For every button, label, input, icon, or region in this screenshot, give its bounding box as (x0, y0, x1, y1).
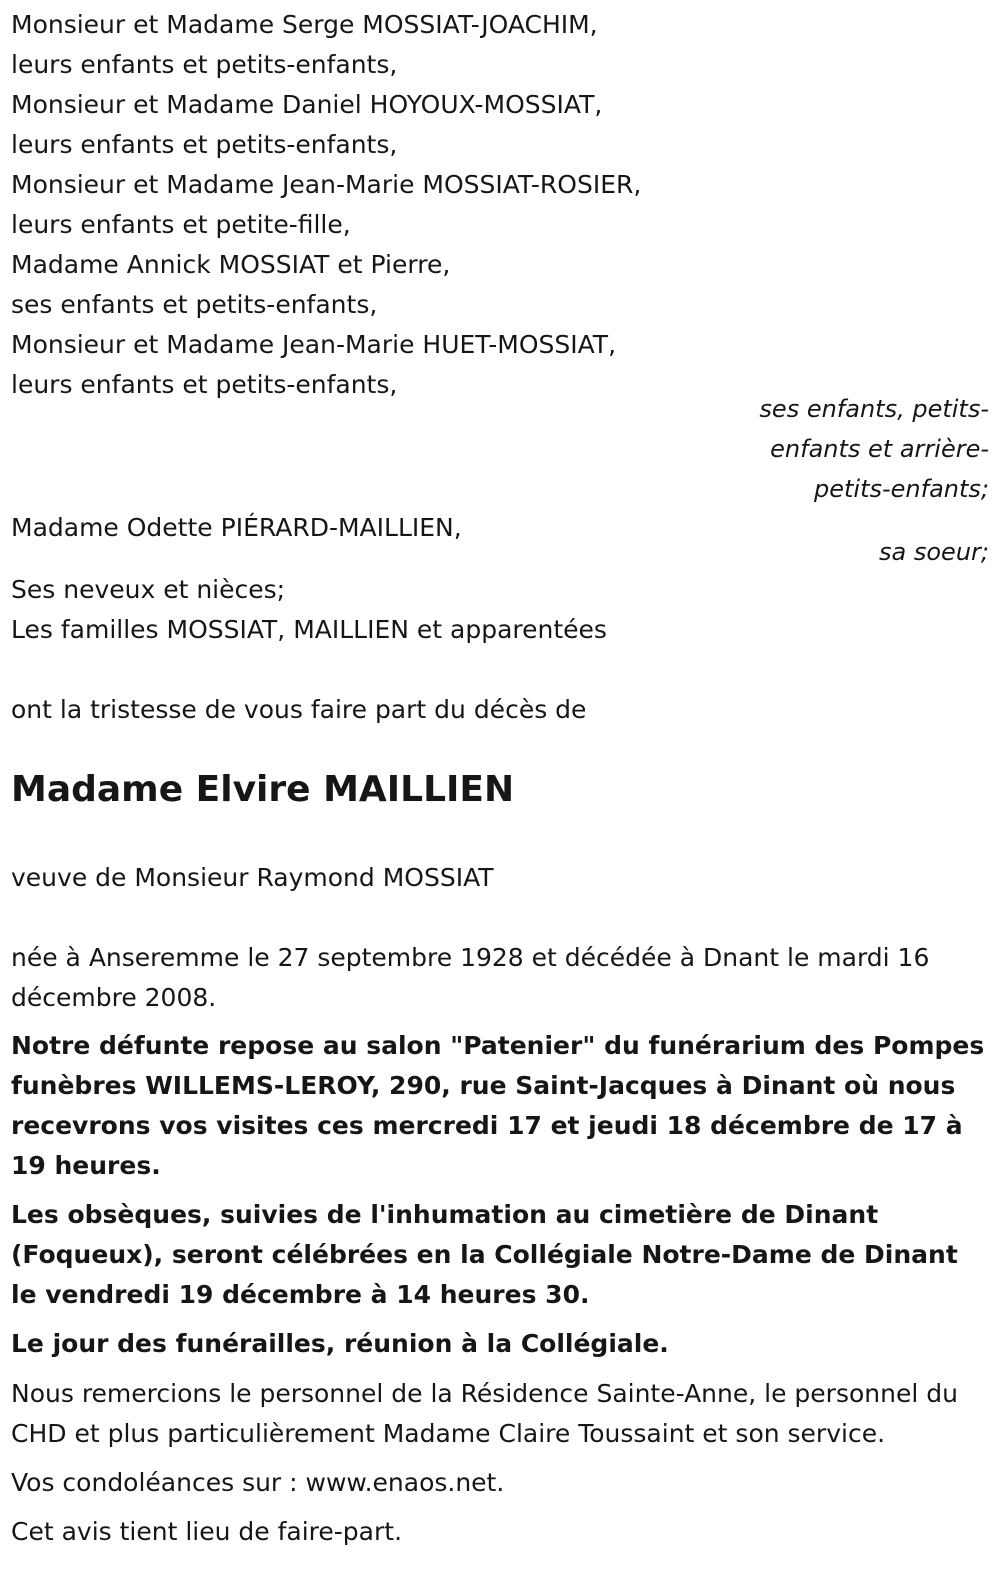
sister-name: Madame Odette PIÉRARD-MAILLIEN, (11, 513, 462, 542)
children-role (759, 389, 989, 509)
family-line: leurs enfants et petits-enfants, (11, 50, 398, 79)
family-line: Monsieur et Madame Daniel HOYOUX-MOSSIAT, (11, 90, 603, 119)
thanks-text: Nous remercions le personnel de la Résidence Sainte-Anne, le personnel du CHD et plus particulièrement Madame Claire Toussaint et son service. (11, 1379, 958, 1448)
children-role-line: ses enfants, petits- (759, 395, 989, 423)
family-list (11, 5, 641, 405)
deceased-name: Madame Elvire MAILLIEN (11, 769, 515, 810)
widow-of: veuve de Monsieur Raymond MOSSIAT (11, 863, 494, 892)
family-line: ses enfants et petits-enfants, (11, 290, 378, 319)
condolences-text: Vos condoléances sur : www.enaos.net. (11, 1468, 505, 1497)
family-line: Monsieur et Madame Serge MOSSIAT-JOACHIM, (11, 10, 598, 39)
children-role-line: enfants et arrière- (770, 435, 989, 463)
family-line: leurs enfants et petits-enfants, (11, 130, 398, 159)
family-line: Monsieur et Madame Jean-Marie MOSSIAT-ROSIER, (11, 170, 642, 199)
sister-role: sa soeur; (879, 538, 989, 566)
relatives-line: Ses neveux et nièces; (11, 575, 286, 604)
funeral-info: Les obsèques, suivies de l'inhumation au cimetière de Dinant (Foqueux), seront célébrées en la Collégiale Notre-Dame de Dinant le vendredi 19 décembre à 14 heures 30. (11, 1200, 958, 1309)
notice-text: Cet avis tient lieu de faire-part. (11, 1517, 403, 1546)
family-line: Madame Annick MOSSIAT et Pierre, (11, 250, 451, 279)
meeting-info: Le jour des funérailles, réunion à la Collégiale. (11, 1329, 669, 1358)
relatives-list (11, 570, 607, 650)
children-role-line: petits-enfants; (814, 475, 989, 503)
relatives-line: Les familles MOSSIAT, MAILLIEN et apparentées (11, 615, 607, 644)
wake-info: Notre défunte repose au salon "Patenier" du funérarium des Pompes funèbres WILLEMS-LEROY, 290, rue Saint-Jacques à Dinant où nous recevrons vos visites ces mercredi 17 et jeudi 18 décembre de 17 à 19 heures. (11, 1031, 985, 1180)
family-line: leurs enfants et petits-enfants, (11, 370, 398, 399)
intro-text: ont la tristesse de vous faire part du décès de (11, 695, 587, 724)
family-line: Monsieur et Madame Jean-Marie HUET-MOSSIAT, (11, 330, 617, 359)
birth-death-text: née à Anseremme le 27 septembre 1928 et décédée à Dnant le mardi 16 décembre 2008. (11, 943, 930, 1012)
family-line: leurs enfants et petite-fille, (11, 210, 351, 239)
